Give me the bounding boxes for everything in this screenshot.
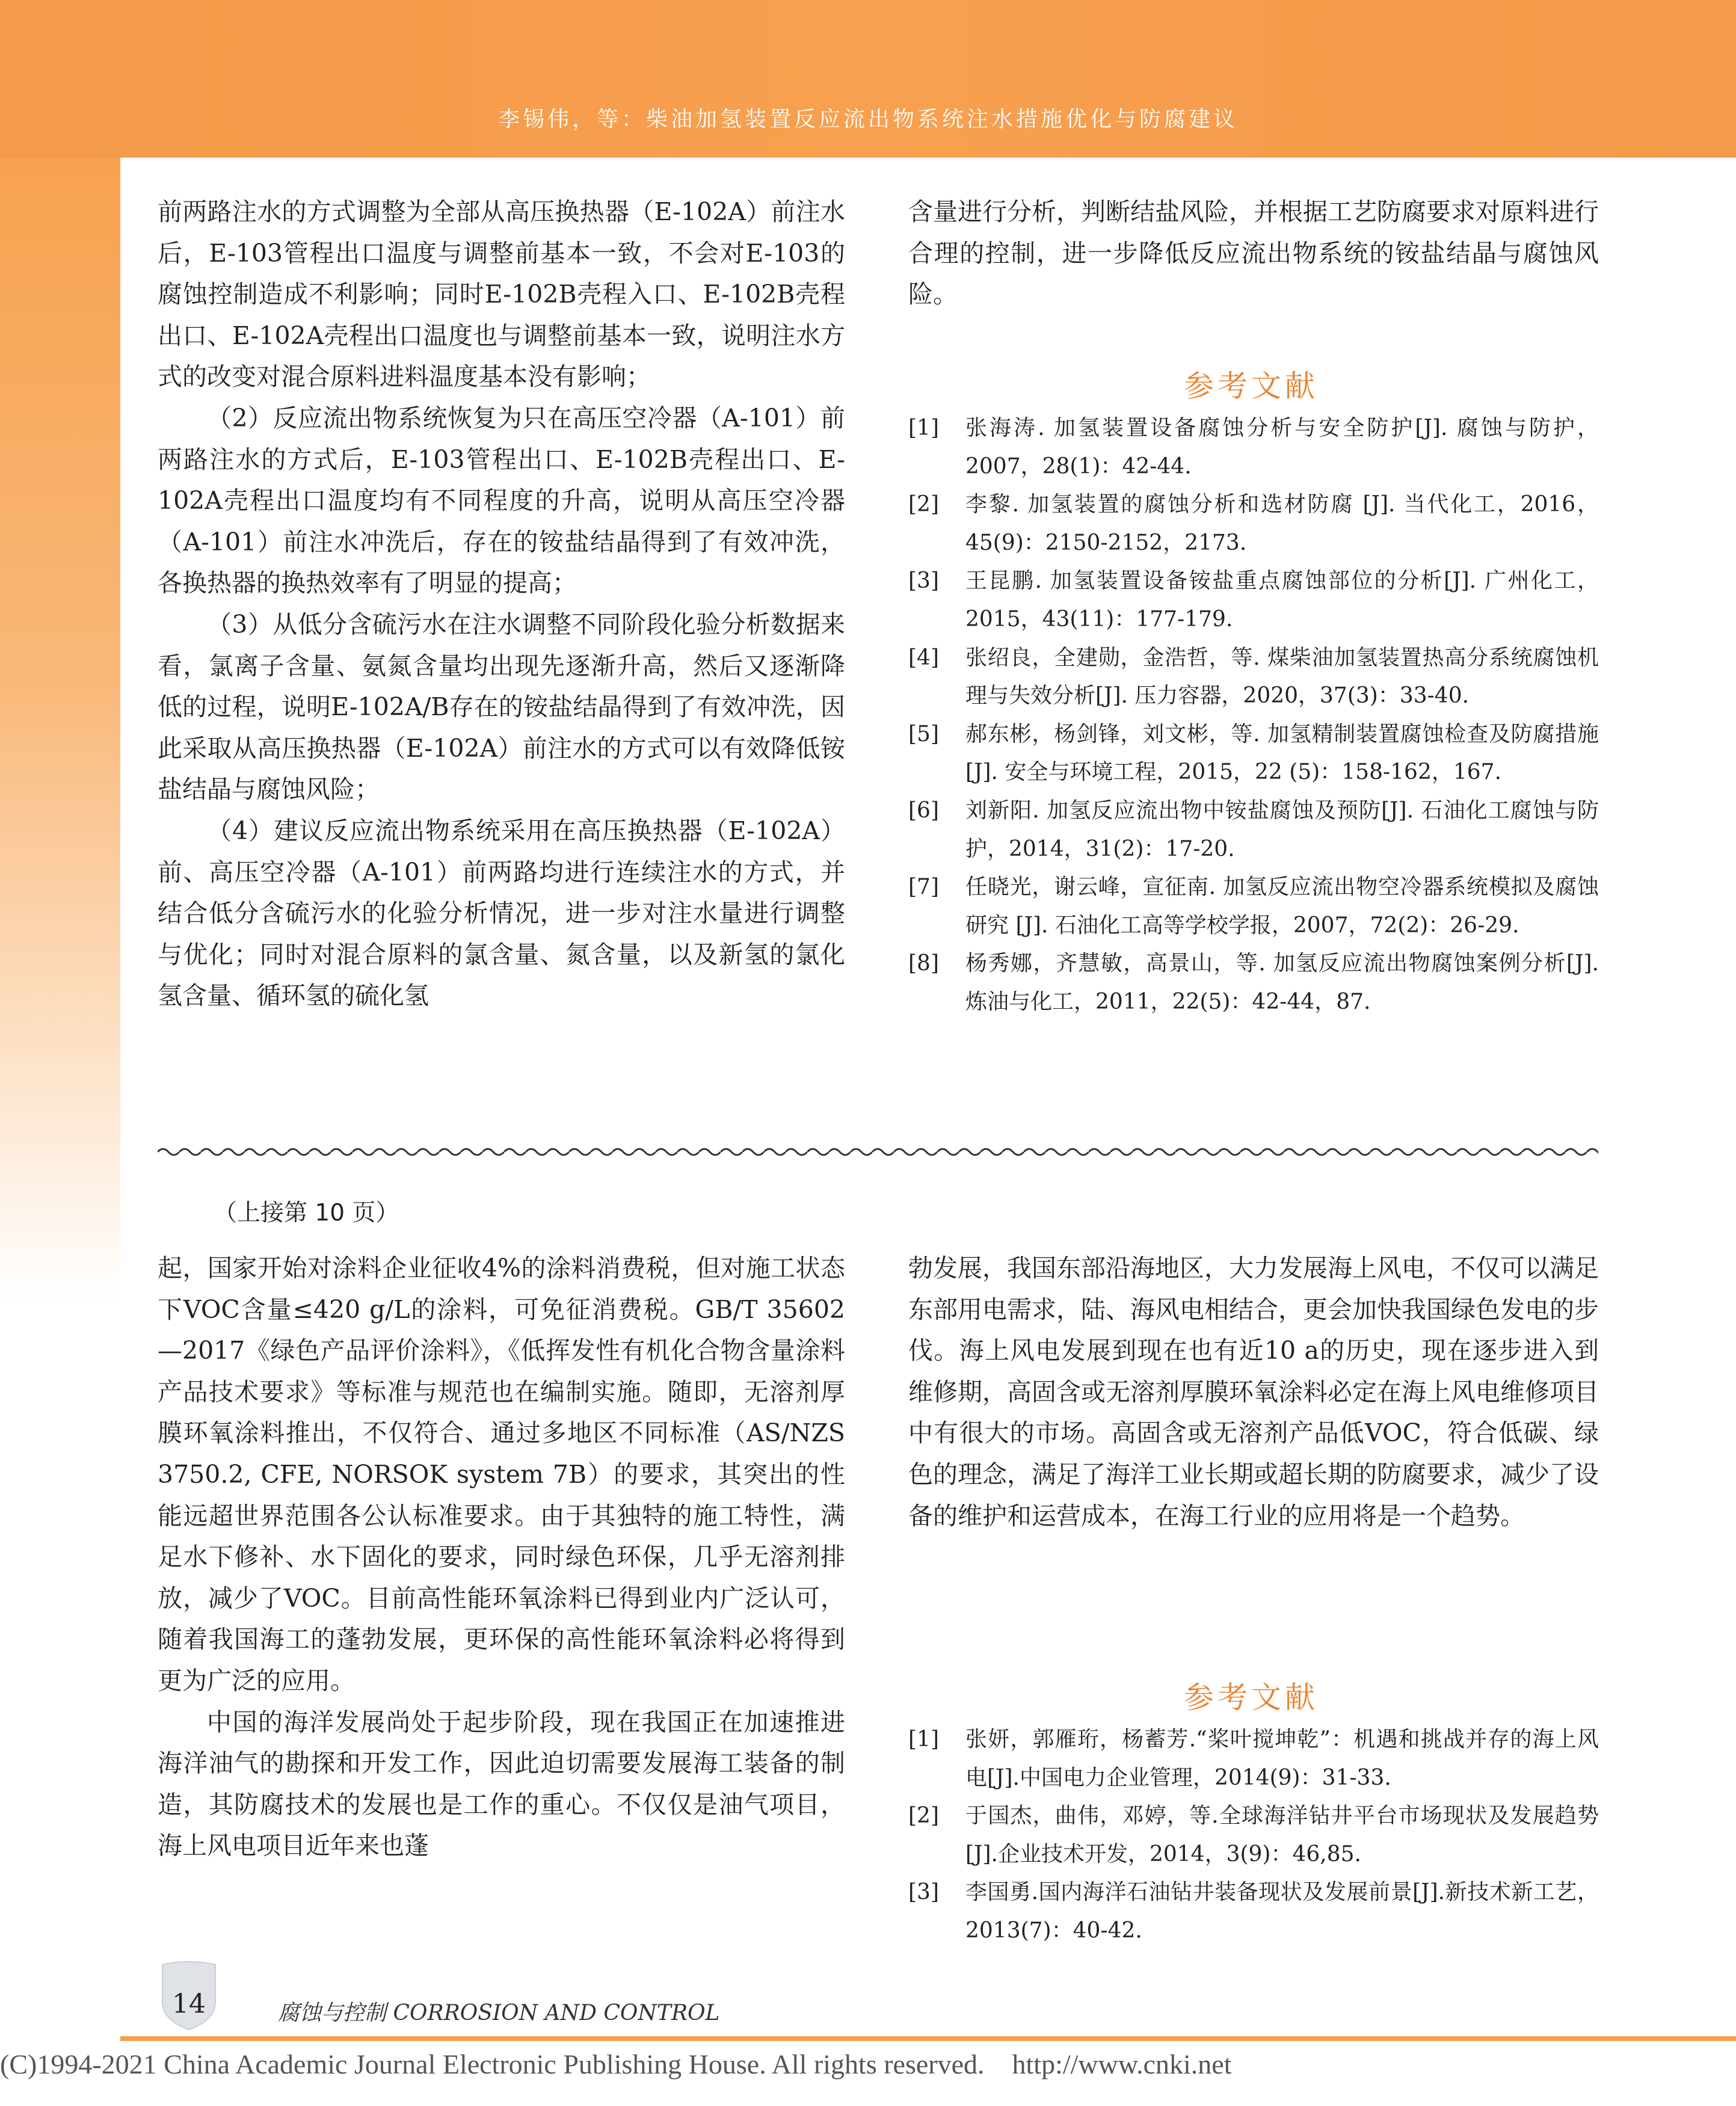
references-heading: 参考文献: [1184, 369, 1319, 404]
reference-number: [1]: [908, 1727, 939, 1752]
reference-text: 于国杰，曲伟，邓婷，等.全球海洋钻井平台市场现状及发展趋势[J].企业技术开发，2014，3(9)：46,85.: [965, 1803, 1599, 1867]
reference-number: [2]: [908, 1803, 939, 1829]
page-number: 14: [172, 1989, 206, 2019]
reference-item: [908, 485, 1599, 562]
reference-item: [908, 792, 1599, 868]
reference-text: 王昆鹏. 加氢装置设备铵盐重点腐蚀部位的分析[J]. 广州化工，2015，43(11)：177-179.: [965, 568, 1599, 632]
continued-note: （上接第 10 页）: [214, 1199, 399, 1227]
reference-text: 刘新阳. 加氢反应流出物中铵盐腐蚀及预防[J]. 石油化工腐蚀与防护，2014，31(2)：17-20.: [965, 798, 1599, 861]
reference-list: [908, 409, 1599, 1021]
wavy-divider: [158, 1143, 1598, 1161]
reference-text: 杨秀娜，齐慧敏，高景山，等. 加氢反应流出物腐蚀案例分析[J]. 炼油与化工，2011，22(5)：42-44，87.: [965, 951, 1599, 1014]
body-paragraph: （4）建议反应流出物系统采用在高压换热器（E-102A）前、高压空冷器（A-101）前两路均进行连续注水的方式，并结合低分含硫污水的化验分析情况，进一步对注水量进行调整与优化；同时对混合原料的氯含量、氮含量，以及新氢的氯化氢含量、循环氢的硫化氢: [158, 816, 845, 1011]
reference-item: [908, 639, 1599, 715]
article1-left-column: [158, 191, 845, 1017]
running-title: 李锡伟，等：柴油加氢装置反应流出物系统注水措施优化与防腐建议: [497, 107, 1238, 132]
reference-item: [908, 1797, 1599, 1873]
header-band: [0, 0, 1736, 158]
side-band: [0, 158, 120, 1301]
reference-list: [908, 1720, 1599, 1950]
reference-number: [8]: [908, 951, 939, 976]
body-paragraph: 含量进行分析，判断结盐风险，并根据工艺防腐要求对原料进行合理的控制，进一步降低反应流出物系统的铵盐结晶与腐蚀风险。: [908, 197, 1599, 309]
reference-text: 张海涛. 加氢装置设备腐蚀分析与安全防护[J]. 腐蚀与防护，2007，28(1)：42-44.: [965, 416, 1599, 479]
body-paragraph: 中国的海洋发展尚处于起步阶段，现在我国正在加速推进海洋油气的勘探和开发工作，因此迫切需要发展海工装备的制造，其防腐技术的发展也是工作的重心。不仅仅是油气项目，海上风电项目近年来也蓬: [158, 1707, 845, 1861]
body-paragraph: 前两路注水的方式调整为全部从高压换热器（E-102A）前注水后，E-103管程出口温度与调整前基本一致，不会对E-103的腐蚀控制造成不利影响；同时E-102B壳程入口、E-102B壳程出口、E-102A壳程出口温度也与调整前基本一致，说明注水方式的改变对混合原料进料温度基本没有影响；: [158, 197, 845, 392]
reference-number: [3]: [908, 568, 939, 594]
reference-number: [7]: [908, 875, 939, 900]
reference-text: 郝东彬，杨剑锋，刘文彬，等. 加氢精制装置腐蚀检查及防腐措施 [J]. 安全与环境工程，2015，22 (5)：158-162，167.: [965, 721, 1599, 785]
footer-bar: [120, 2036, 1736, 2041]
article2-left-column: [158, 1248, 845, 1867]
reference-item: [908, 409, 1599, 485]
reference-text: 任晓光，谢云峰，宣征南. 加氢反应流出物空冷器系统模拟及腐蚀研究 [J]. 石油化工高等学校学报，2007，72(2)：26-29.: [965, 875, 1599, 938]
article2-right-column: [908, 1248, 1599, 1536]
body-paragraph: 勃发展，我国东部沿海地区，大力发展海上风电，不仅可以满足东部用电需求，陆、海风电相结合，更会加快我国绿色发电的步伐。海上风电发展到现在也有近10 a的历史，现在逐步进入到维修期，高固含或无溶剂厚膜环氧涂料必定在海上风电维修项目中有很大的市场。高固含或无溶剂产品低VOC，符合低碳、绿色的理念，满足了海洋工业长期或超长期的防腐要求，减少了设备的维护和运营成本，在海工行业的应用将是一个趋势。: [908, 1254, 1599, 1530]
reference-item: [908, 715, 1599, 792]
reference-text: 张妍，郭雁珩，杨蓄芳.“桨叶搅坤乾”：机遇和挑战并存的海上风电[J].中国电力企业管理，2014(9)：31-33.: [965, 1727, 1599, 1790]
reference-item: [908, 868, 1599, 944]
article1-right-column: [908, 191, 1599, 315]
body-paragraph: （2）反应流出物系统恢复为只在高压空冷器（A-101）前两路注水的方式后，E-103管程出口、E-102B壳程出口、E-102A壳程出口温度均有不同程度的升高，说明从高压空冷器（A-101）前注水冲洗后，存在的铵盐结晶得到了有效冲洗，各换热器的换热效率有了明显的提高；: [158, 403, 845, 598]
references-heading: 参考文献: [1184, 1680, 1319, 1715]
reference-number: [3]: [908, 1880, 939, 1905]
reference-item: [908, 562, 1599, 638]
reference-text: 张绍良，全建勋，金浩哲，等. 煤柴油加氢装置热高分系统腐蚀机理与失效分析[J]. 压力容器，2020，37(3)：33-40.: [965, 645, 1599, 709]
reference-text: 李黎. 加氢装置的腐蚀分析和选材防腐 [J]. 当代化工，2016，45(9)：2150-2152，2173.: [965, 492, 1599, 555]
reference-item: [908, 1720, 1599, 1797]
journal-name: 腐蚀与控制 CORROSION AND CONTROL: [278, 2001, 720, 2025]
reference-item: [908, 1873, 1599, 1950]
reference-number: [2]: [908, 492, 939, 517]
body-paragraph: 起，国家开始对涂料企业征收4%的涂料消费税，但对施工状态下VOC含量≤420 g/L的涂料，可免征消费税。GB/T 35602—2017《绿色产品评价涂料》，《低挥发性有机化合物含量涂料产品技术要求》等标准与规范也在编制实施。随即，无溶剂厚膜环氧涂料推出，不仅符合、通过多地区不同标准（AS/NZS 3750.2, CFE, NORSOK system 7B）的要求，其突出的性能远超世界范围各公认标准要求。由于其独特的施工特性，满足水下修补、水下固化的要求，同时绿色环保，几乎无溶剂排放，减少了VOC。目前高性能环氧涂料已得到业内广泛认可，随着我国海工的蓬勃发展，更环保的高性能环氧涂料必将得到更为广泛的应用。: [158, 1254, 845, 1695]
copyright-line: (C)1994-2021 China Academic Journal Electronic Publishing House. All rights reserved. http://www.cnki.net: [0, 2049, 1232, 2080]
body-paragraph: （3）从低分含硫污水在注水调整不同阶段化验分析数据来看，氯离子含量、氨氮含量均出现先逐渐升高，然后又逐渐降低的过程，说明E-102A/B存在的铵盐结晶得到了有效冲洗，因此采取从高压换热器（E-102A）前注水的方式可以有效降低铵盐结晶与腐蚀风险；: [158, 609, 845, 804]
reference-number: [6]: [908, 798, 939, 823]
reference-number: [1]: [908, 416, 939, 440]
reference-number: [5]: [908, 721, 939, 747]
reference-text: 李国勇.国内海洋石油钻井装备现状及发展前景[J].新技术新工艺，2013(7)：40-42.: [965, 1880, 1599, 1943]
reference-number: [4]: [908, 645, 939, 670]
reference-item: [908, 944, 1599, 1021]
